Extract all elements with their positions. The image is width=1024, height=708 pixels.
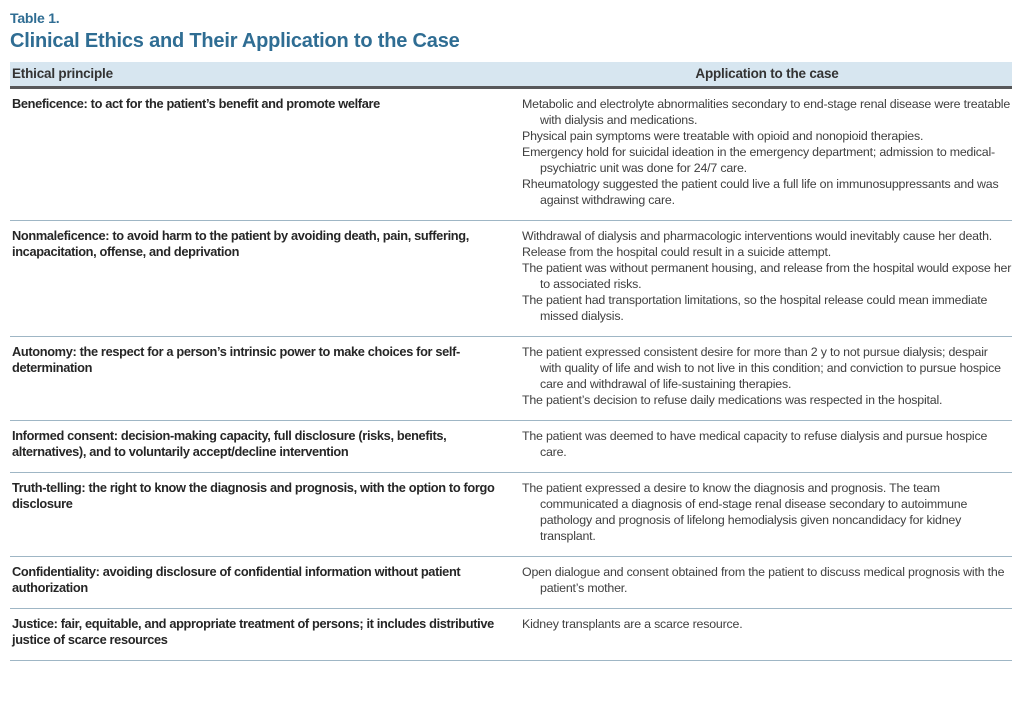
application-cell [522,427,1012,460]
application-item: Physical pain symptoms were treatable with opioid and nonopioid therapies. [522,129,924,143]
table-row [10,557,1012,609]
application-item: The patient expressed a desire to know the diagnosis and prognosis. The team communicated a diagnosis of end-stage renal disease secondary to autoimmune pathology and prognosis of lifelong hemodialysis given noncandidacy for kidney transplant. [522,481,968,543]
application-item: The patient expressed consistent desire for more than 2 y to not pursue dialysis; despair with quality of life and wish to not live in this condition; and conviction to pursue hospice care and withdrawal of life-sustaining therapies. [522,345,1001,391]
ethical-principle-cell: Confidentiality: avoiding disclosure of confidential information without patient authorization [12,564,461,595]
column-header-ethical-principle: Ethical principle [12,66,113,81]
table-row [10,221,1012,337]
table-row [10,421,1012,473]
table-row [10,473,1012,557]
application-item: Release from the hospital could result in a suicide attempt. [522,245,831,259]
application-item: The patient was without permanent housing, and release from the hospital would expose her to associated risks. [522,261,1012,291]
table-header-row [10,62,1012,89]
application-cell [522,563,1012,596]
page-title: Clinical Ethics and Their Application to the Case [10,30,460,52]
application-cell [522,343,1012,408]
ethical-principle-cell: Justice: fair, equitable, and appropriate treatment of persons; it includes distributive justice of scarce resources [12,616,494,647]
application-item: Open dialogue and consent obtained from the patient to discuss medical prognosis with the patient’s mother. [522,565,1005,595]
table-body [10,89,1012,661]
table-label: Table 1. [10,10,60,26]
ethical-principle-cell: Beneficence: to act for the patient’s benefit and promote welfare [12,96,380,111]
column-header-application-to-case: Application to the case [695,66,839,81]
application-item: Emergency hold for suicidal ideation in the emergency department; admission to medical-psychiatric unit was done for 24/7 care. [522,145,995,175]
application-cell [522,95,1012,208]
application-cell [522,615,1012,648]
ethical-principle-cell: Truth-telling: the right to know the diagnosis and prognosis, with the option to forgo disclosure [12,480,495,511]
ethical-principle-cell: Nonmaleficence: to avoid harm to the patient by avoiding death, pain, suffering, incapacitation, offense, and deprivation [12,228,469,259]
table-row [10,89,1012,221]
table-row [10,337,1012,421]
application-cell [522,227,1012,324]
application-item: The patient’s decision to refuse daily medications was respected in the hospital. [522,393,943,407]
application-item: The patient had transportation limitations, so the hospital release could mean immediate missed dialysis. [522,293,988,323]
application-item: Metabolic and electrolyte abnormalities secondary to end-stage renal disease were treatable with dialysis and medications. [522,97,1011,127]
application-item: Rheumatology suggested the patient could live a full life on immunosuppressants and was against withdrawing care. [522,177,999,207]
application-item: The patient was deemed to have medical capacity to refuse dialysis and pursue hospice care. [522,429,988,459]
application-item: Withdrawal of dialysis and pharmacologic interventions would inevitably cause her death. [522,229,993,243]
application-item: Kidney transplants are a scarce resource. [522,617,743,631]
ethical-principle-cell: Autonomy: the respect for a person’s intrinsic power to make choices for self-determination [12,344,460,375]
application-cell [522,479,1012,544]
table-row [10,609,1012,661]
ethical-principle-cell: Informed consent: decision-making capacity, full disclosure (risks, benefits, alternatives), and to voluntarily accept/decline intervention [12,428,447,459]
